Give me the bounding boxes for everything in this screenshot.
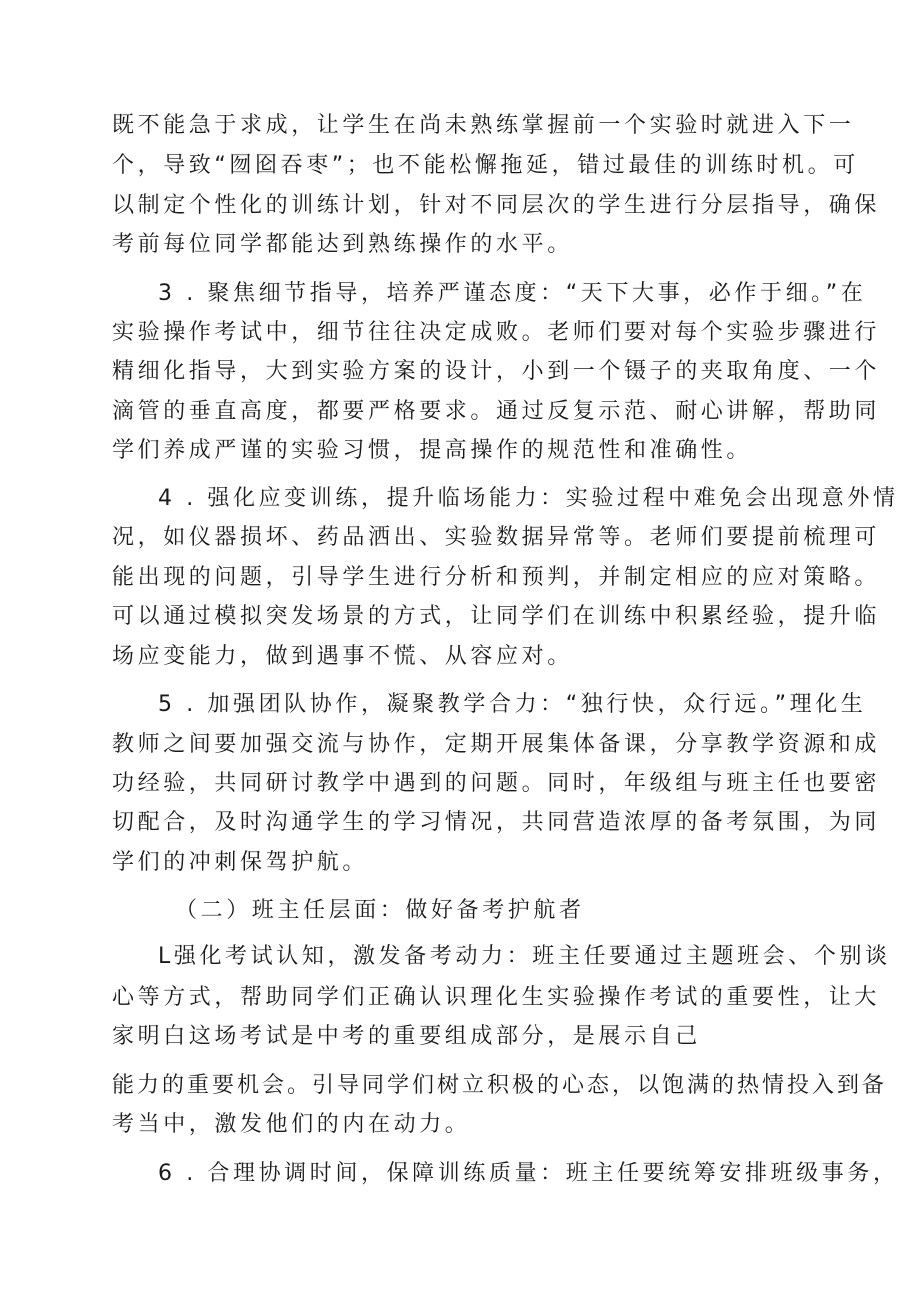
- paragraph-6-first-line: 6 . 合理协调时间，保障训练质量：班主任要统筹安排班级事务，: [158, 1161, 899, 1186]
- paragraph-line: 实验操作考试中，细节往往决定成败。老师们要对每个实验步骤进行: [112, 320, 881, 345]
- paragraph-line: 况，如仪器损坏、药品洒出、实验数据异常等。老师们要提前梳理可: [112, 525, 881, 550]
- paragraph-line: 考前每位同学都能达到熟练操作的水平。: [112, 232, 573, 257]
- paragraph-line: 能力的重要机会。引导同学们树立积极的心态，以饱满的热情投入到备: [112, 1073, 888, 1098]
- paragraph-line: 能出现的问题，引导学生进行分析和预判，并制定相应的应对策略。: [112, 565, 881, 590]
- paragraph-line: 以制定个性化的训练计划，针对不同层次的学生进行分层指导，确保: [112, 193, 881, 218]
- paragraph-line: 切配合，及时沟通学生的学习情况，共同营造浓厚的备考氛围，为同: [112, 810, 881, 835]
- paragraph-line: 既不能急于求成，让学生在尚未熟练掌握前一个实验时就进入下一: [112, 113, 855, 138]
- paragraph-line: 场应变能力，做到遇事不慌、从容应对。: [112, 644, 573, 669]
- paragraph-line: 个，导致“囫囵吞枣”；也不能松懈拖延，错过最佳的训练时机。可: [112, 153, 859, 178]
- paragraph-line: 心等方式，帮助同学们正确认识理化生实验操作考试的重要性，让大: [112, 985, 881, 1010]
- paragraph-line: 可以通过模拟突发场景的方式，让同学们在训练中积累经验，提升临: [112, 604, 881, 629]
- paragraph-line: 家明白这场考试是中考的重要组成部分，是展示自己: [112, 1024, 701, 1049]
- paragraph-line: 考当中，激发他们的内在动力。: [112, 1112, 471, 1137]
- paragraph-line: 功经验，共同研讨教学中遇到的问题。同时，年级组与班主任也要密: [112, 771, 881, 796]
- paragraph-line: 学们的冲刺保驾护航。: [112, 850, 369, 875]
- section-heading: （二）班主任层面：做好备考护航者: [175, 898, 585, 923]
- paragraph-4-first-line: 4 . 强化应变训练，提升临场能力：实验过程中难免会出现意外情: [158, 486, 899, 511]
- paragraph-line: 滴管的垂直高度，都要严格要求。通过反复示范、耐心讲解，帮助同: [112, 399, 881, 424]
- paragraph-line: 精细化指导，大到实验方案的设计，小到一个镊子的夹取角度、一个: [112, 359, 881, 384]
- paragraph-line: 学们养成严谨的实验习惯，提高操作的规范性和准确性。: [112, 438, 753, 463]
- paragraph-5-first-line: 5 . 加强团队协作，凝聚教学合力：“独行快，众行远。”理化生: [158, 692, 867, 717]
- paragraph-line: 教师之间要加强交流与协作，定期开展集体备课，分享教学资源和成: [112, 732, 881, 757]
- paragraph-3-first-line: 3 . 聚焦细节指导，培养严谨态度：“天下大事，必作于细。”在: [158, 281, 867, 306]
- paragraph-l-first-line: L强化考试认知，激发备考动力：班主任要通过主题班会、个别谈: [158, 944, 891, 969]
